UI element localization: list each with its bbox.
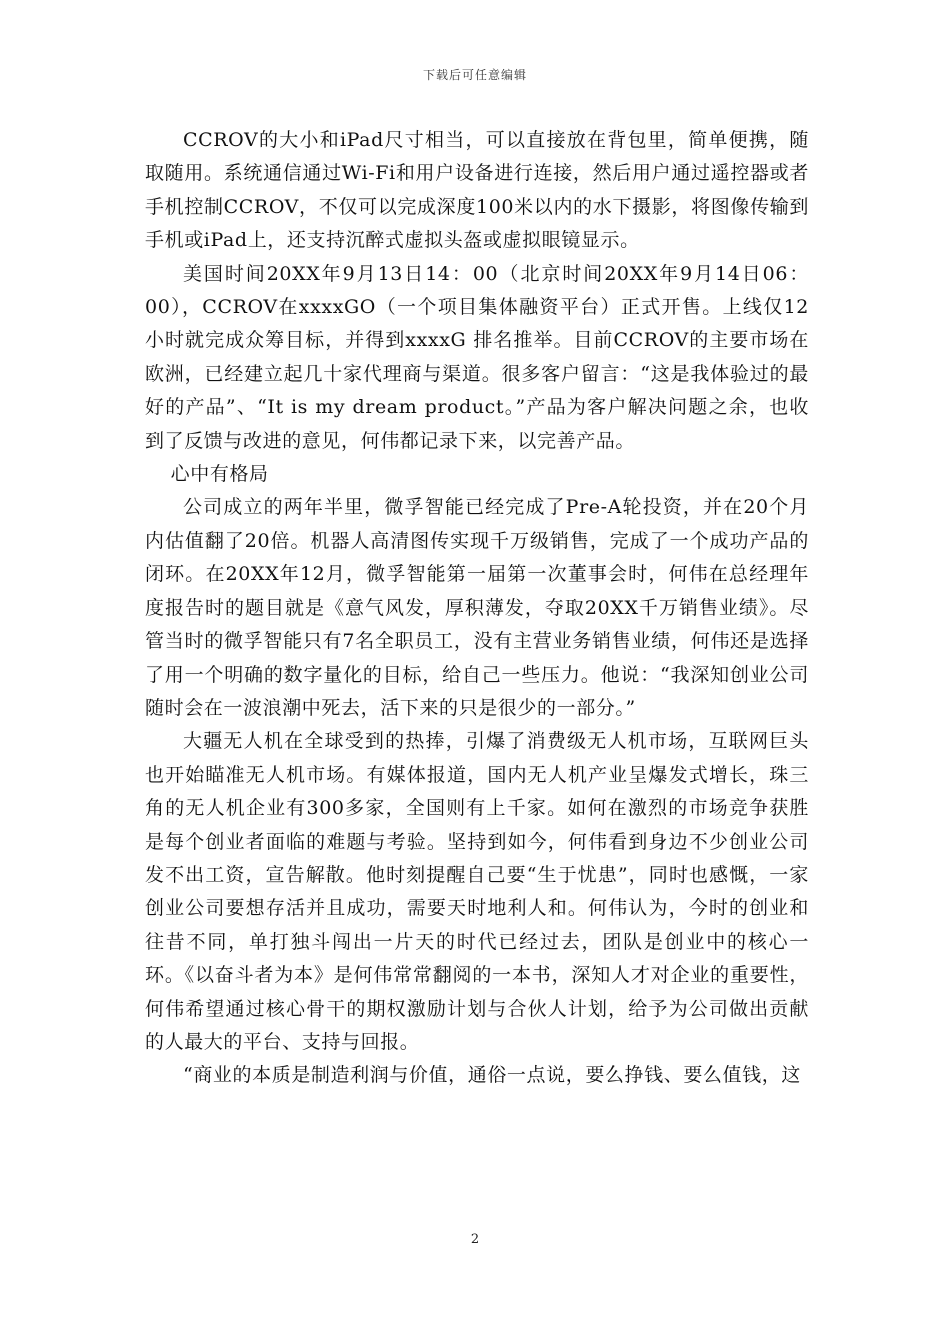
- paragraph-business-essence: “商业的本质是制造利润与价值，通俗一点说，要么挣钱、要么值钱，这: [183, 1064, 801, 1087]
- paragraph-drone-market: 大疆无人机在全球受到的热捧，引爆了消费级无人机市场，互联网巨头也开始瞄准无人机市场。有媒体报道，国内无人机产业呈爆发式增长，珠三角的无人机企业有300多家，全国则有上千家。如何在激烈的市场竞争获胜是每个创业者面临的难题与考验。坚持到如今，何伟看到身边不少创业公司发不出工资，宣告解散。他时刻提醒自己要“生于忧患”，同时也感慨，一家创业公司要想存活并且成功，需要天时地利人和。何伟认为，今时的创业和往昔不同，单打独斗闯出一片天的时代已经过去，团队是创业中的核心一环。《以奋斗者为本》是何伟常常翻阅的一本书，深知人才对企业的重要性，何伟希望通过核心骨干的期权激励计划与合伙人计划，给予为公司做出贡献的人最大的平台、支持与回报。: [145, 730, 809, 1053]
- section-heading: 心中有格局: [170, 463, 269, 486]
- document-body: [145, 124, 809, 1093]
- paragraph-launch: 美国时间20XX年9月13日14：00（北京时间20XX年9月14日06：00），CCROV在xxxxGO（一个项目集体融资平台）正式开售。上线仅12小时就完成众筹目标，并得到xxxxG 排名推举。目前CCROV的主要市场在欧洲，已经建立起几十家代理商与渠道。很多客户留言：“这是我体验过的最好的产品”、“It is my dream product。”产品为客户解决问题之余，也收到了反馈与改进的意见，何伟都记录下来，以完善产品。: [145, 262, 809, 452]
- page-header: 下载后可任意编辑: [422, 68, 527, 82]
- paragraph-ccrov-size: CCROV的大小和iPad尺寸相当，可以直接放在背包里，简单便携，随取随用。系统通信通过Wi-Fi和用户设备进行连接，然后用户通过遥控器或者手机控制CCROV，不仅可以完成深度100米以内的水下摄影，将图像传输到手机或iPad上，还支持沉醉式虚拟头盔或虚拟眼镜显示。: [145, 129, 809, 252]
- page-number: 2: [470, 1232, 480, 1247]
- paragraph-company-growth: 公司成立的两年半里，微孚智能已经完成了Pre-A轮投资，并在20个月内估值翻了20倍。机器人高清图传实现千万级销售，完成了一个成功产品的闭环。在20XX年12月，微孚智能第一届第一次董事会时，何伟在总经理年度报告时的题目就是《意气风发，厚积薄发，夺取20XX千万销售业绩》。尽管当时的微孚智能只有7名全职员工，没有主营业务销售业绩，何伟还是选择了用一个明确的数字量化的目标，给自己一些压力。他说：“我深知创业公司随时会在一波浪潮中死去，活下来的只是很少的一部分。”: [145, 496, 809, 719]
